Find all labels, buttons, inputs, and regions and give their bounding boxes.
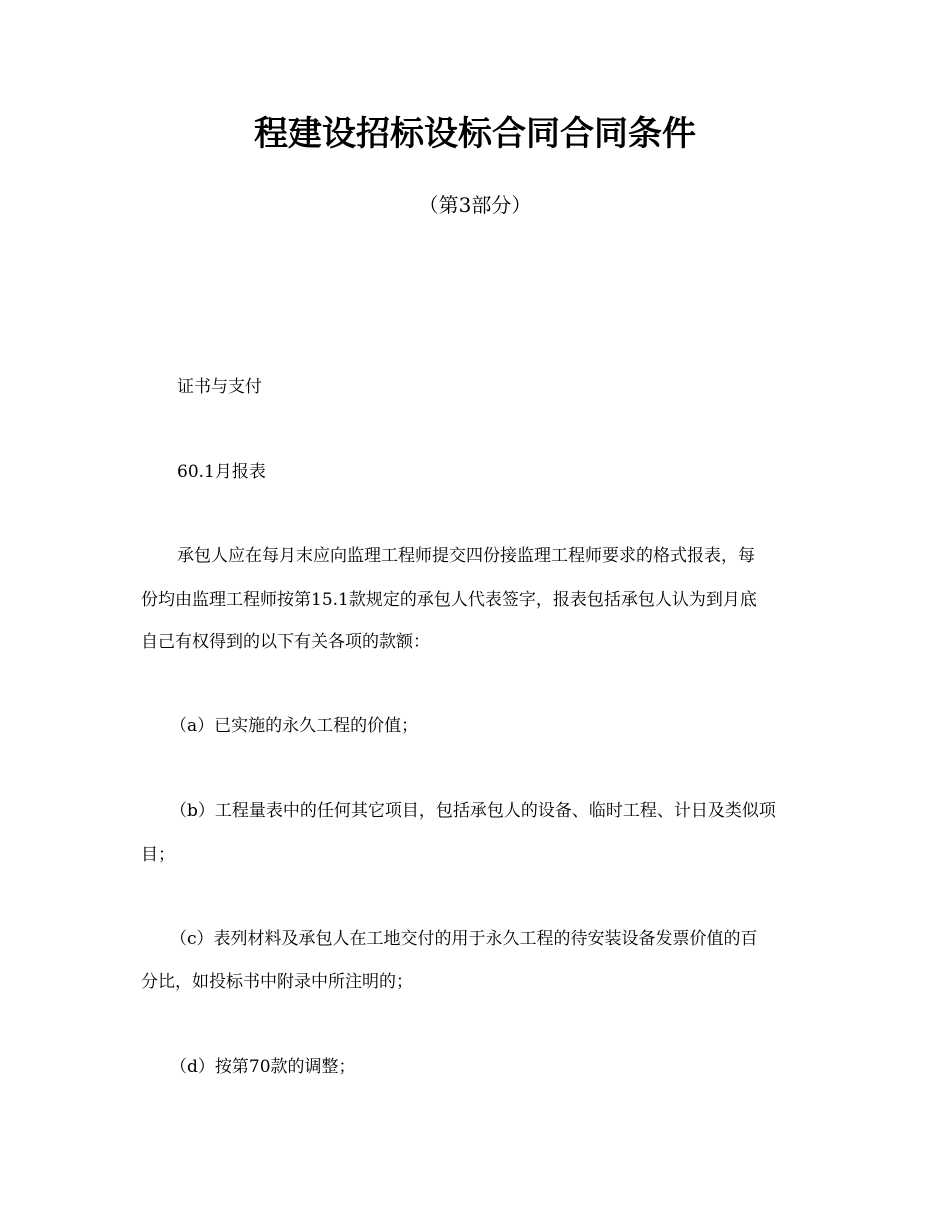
list-item-line: 分比，如投标书中附录中所注明的； [141,972,413,992]
list-item-line: （d）按第70款的调整； [170,1057,356,1077]
list-item-line: 目； [141,845,175,865]
list-item-line: （c）表列材料及承包人在工地交付的用于永久工程的待安装设备发票价值的百 [170,929,758,949]
document-title: 程建设招标设标合同合同条件 [254,114,696,154]
paragraph-line: 自己有权得到的以下有关各项的款额： [141,632,430,652]
paragraph-line: 承包人应在每月末应向监理工程师提交四份接监理工程师要求的格式报表，每 [177,546,755,566]
section-heading: 证书与支付 [177,377,262,397]
list-item-line: （b）工程量表中的任何其它项目，包括承包人的设备、临时工程、计日及类似项 [170,801,776,821]
paragraph-line: 份均由监理工程师按第15.1款规定的承包人代表签字，报表包括承包人认为到月底 [141,590,757,610]
clause-heading: 60.1月报表 [177,462,266,482]
document-subtitle: （第3部分） [418,193,532,217]
list-item-line: （a）已实施的永久工程的价值； [170,716,419,736]
